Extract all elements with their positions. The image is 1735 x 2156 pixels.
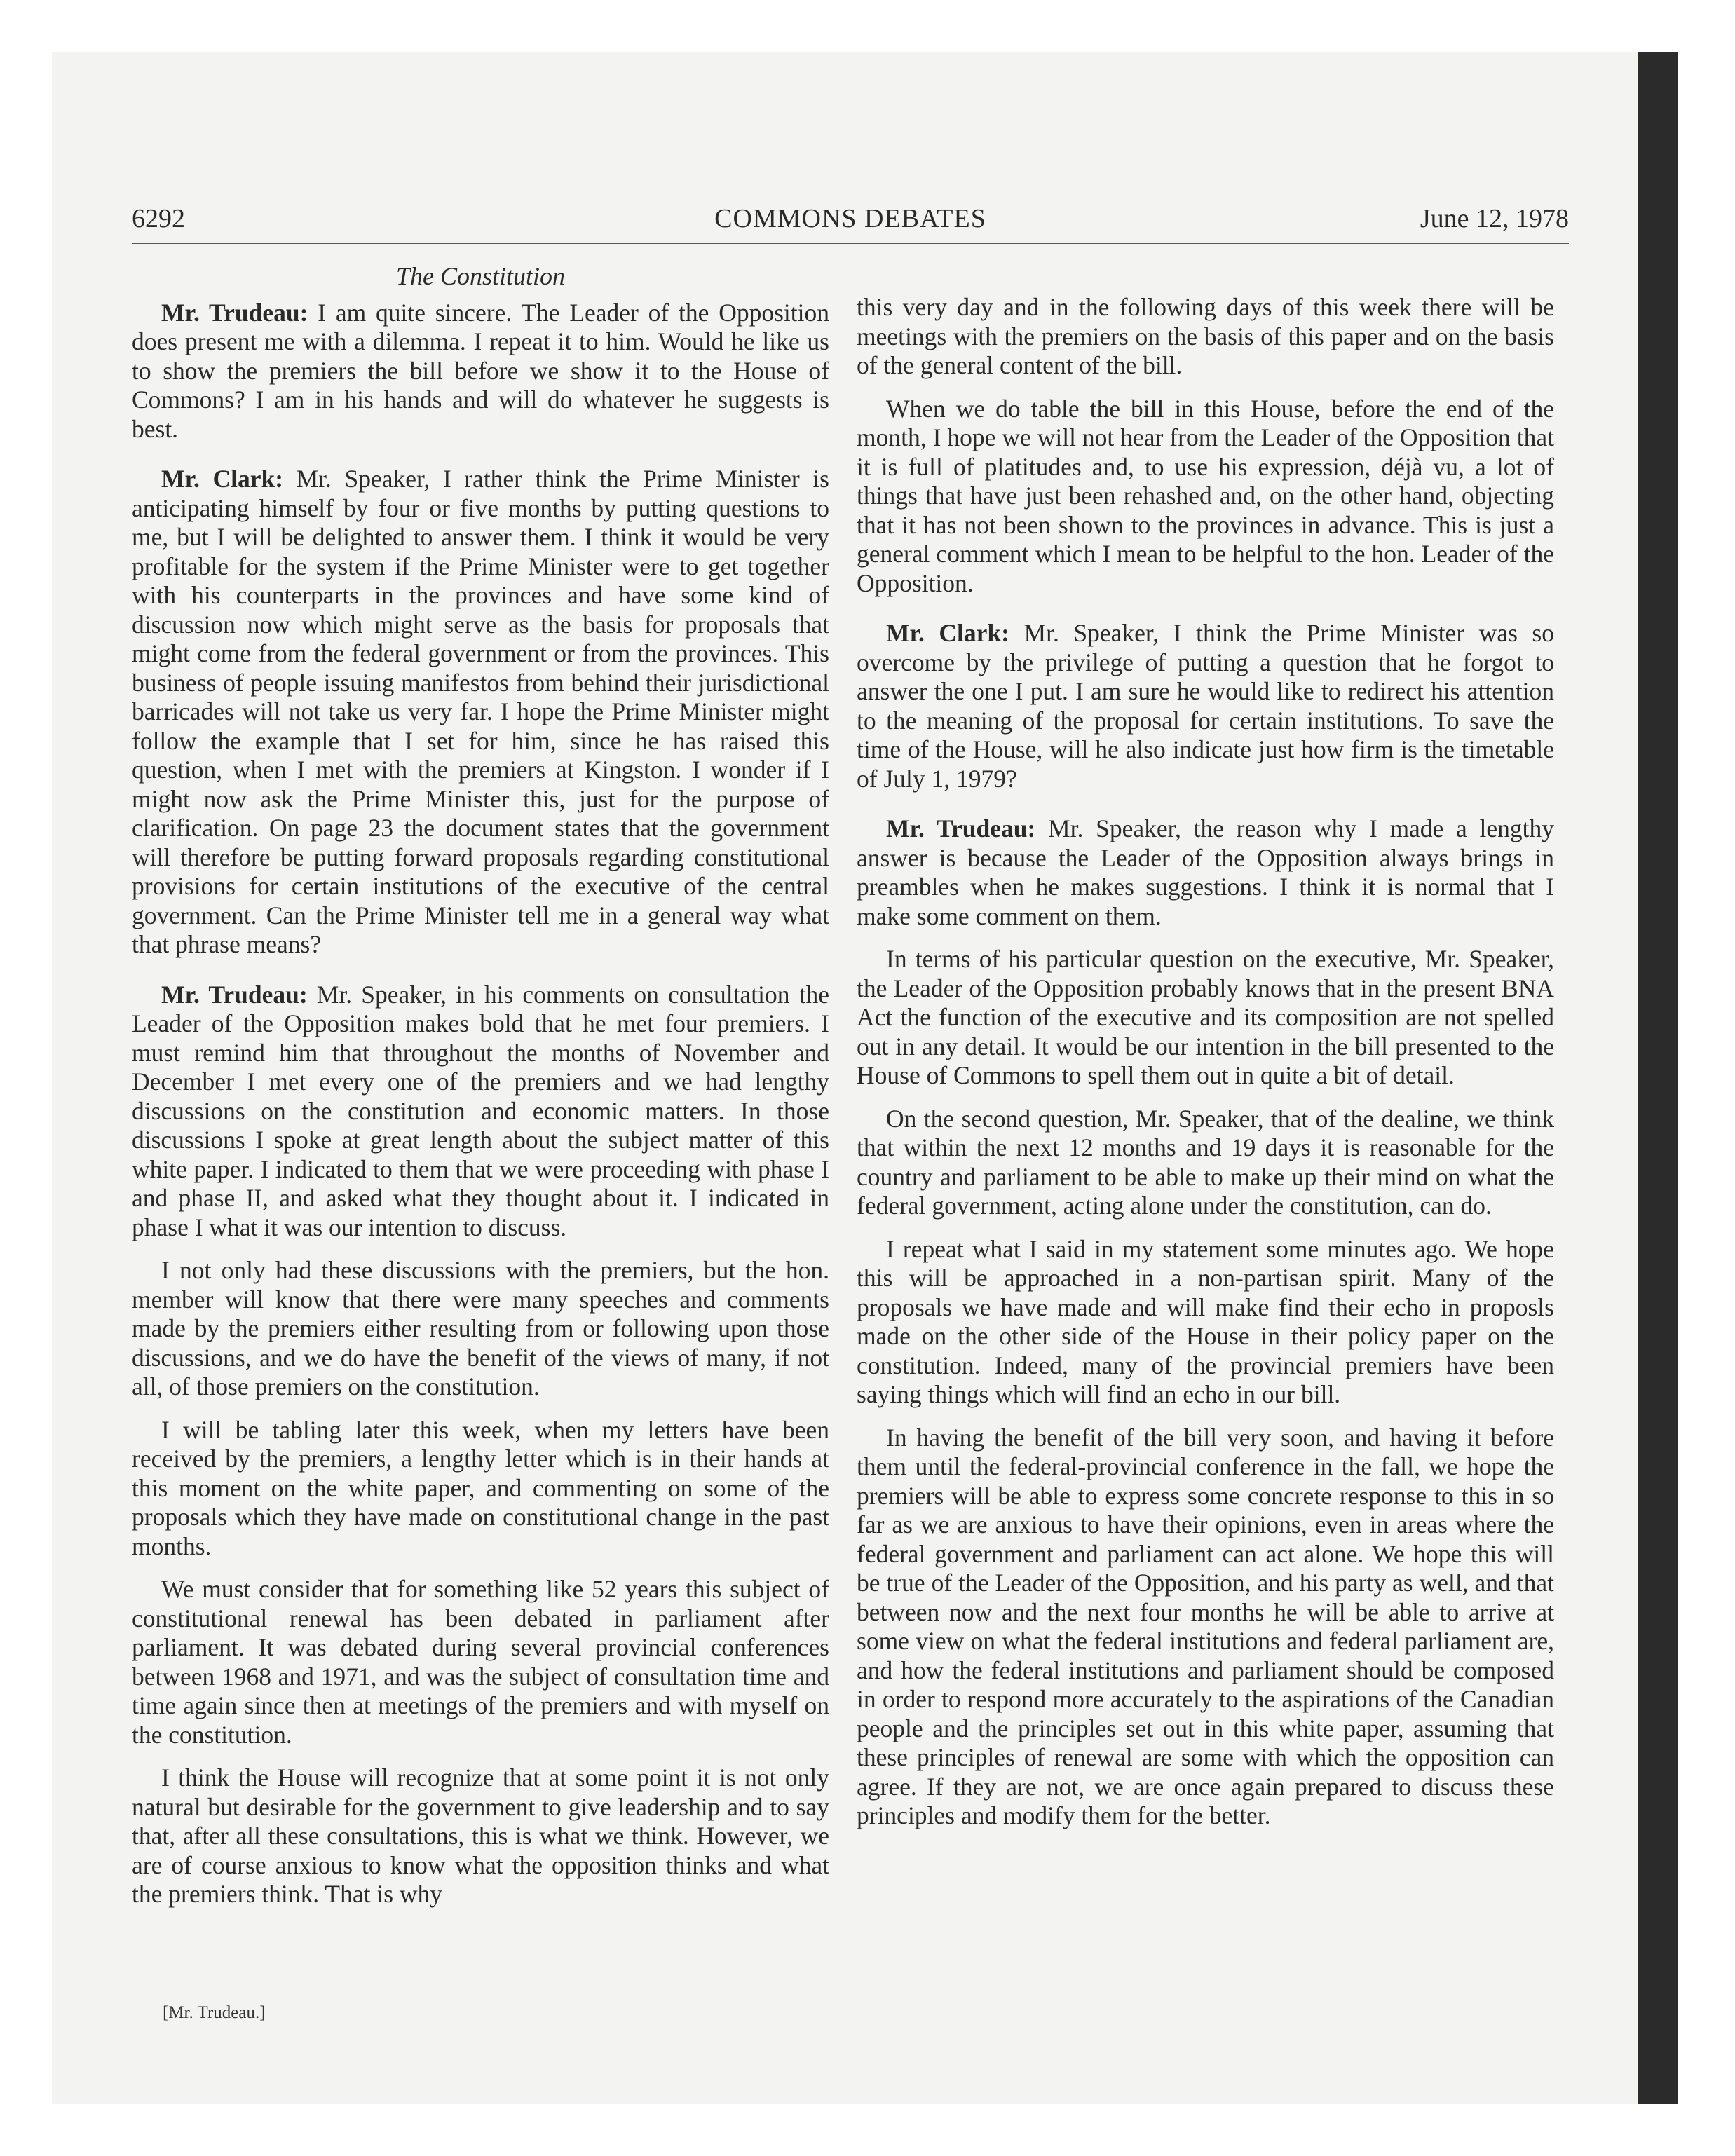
- paragraph: [132, 1575, 829, 1749]
- publication-date: June 12, 1978: [1420, 204, 1569, 233]
- right-column: [857, 293, 1554, 1845]
- paragraph: [132, 299, 829, 444]
- paragraph: [857, 1235, 1554, 1410]
- page-number: 6292: [132, 204, 185, 233]
- speaker-name: Mr. Trudeau:: [161, 980, 308, 1009]
- speaker-name: Mr. Clark:: [161, 465, 284, 493]
- paragraph-text: Mr. Speaker, in his comments on consultation the Leader of the Opposition makes bold that he met four premiers. I must remind him that throughout the months of November and December I met every one of the premiers and we had lengthy discussions on the constitution and economic matters. In those discussions I spoke at great length about the subject matter of this white paper. I indicated to them that we were proceeding with phase I and phase II, and asked what they thought about it. I indicated in phase I what it was our intention to discuss.: [132, 980, 829, 1241]
- section-title: The Constitution: [395, 262, 566, 290]
- scan-edge-shadow: [1638, 52, 1678, 2104]
- paragraph-text: I think the House will recognize that at some point it is not only natural but desirable for the government to give leadership and to say that, after all these consultations, this is what we think. However, we are of course anxious to know what the opposition thinks and what the premiers think. That is why: [132, 1763, 829, 1908]
- paragraph-text: Mr. Speaker, I think the Prime Minister was so overcome by the privilege of putting a question that he forgot to answer the one I put. I am sure he would like to redirect his attention to the meaning of the proposal for certain institutions. To save the time of the House, will he also indicate just how firm is the timetable of July 1, 1979?: [857, 619, 1554, 793]
- header-rule: [132, 243, 1569, 244]
- paragraph: [857, 293, 1554, 381]
- paragraph: [132, 1416, 829, 1562]
- paragraph-text: On the second question, Mr. Speaker, that of the dealine, we think that within the next 12 months and 19 days it is reasonable for the country and parliament to be able to make up their mind on what the federal government, acting alone under the constitution, can do.: [857, 1104, 1554, 1220]
- paragraph-text: I will be tabling later this week, when my letters have been received by the premiers, a lengthy letter which is in their hands at this moment on the white paper, and commenting on some of the proposals which they have made on constitutional change in the past months.: [132, 1415, 829, 1560]
- speaker-footnote: [Mr. Trudeau.]: [163, 2003, 266, 2022]
- paragraph-text: this very day and in the following days of this week there will be meetings with the premiers on the basis of this paper and on the basis of the general content of the bill.: [857, 293, 1554, 379]
- paragraph-text: I not only had these discussions with the premiers, but the hon. member will know that there were many speeches and comments made by the premiers either resulting from or following upon those discussions, and we do have the benefit of the views of many, if not all, of those premiers on the constitution.: [132, 1256, 829, 1400]
- paragraph: [857, 619, 1554, 793]
- publication-title: COMMONS DEBATES: [714, 204, 986, 233]
- paragraph-text: In terms of his particular question on the executive, Mr. Speaker, the Leader of the Opposition probably knows that in the present BNA Act the function of the executive and its composition are not spelled out in any detail. It would be our intention in the bill presented to the House of Commons to spell them out in quite a bit of detail.: [857, 945, 1554, 1089]
- paragraph: [132, 1256, 829, 1402]
- page-header: [132, 203, 1569, 243]
- paragraph: [857, 395, 1554, 599]
- paragraph: [132, 465, 829, 960]
- speaker-name: Mr. Trudeau:: [886, 814, 1036, 842]
- paragraph: [132, 1763, 829, 1909]
- paragraph: [132, 981, 829, 1243]
- paragraph-text: I am quite sincere. The Leader of the Opposition does present me with a dilemma. I repeat it to him. Would he like us to show the premiers the bill before we show it to the House of Commons? I am in his hands and will do whatever he suggests is best.: [132, 298, 829, 443]
- paragraph-text: We must consider that for something like 52 years this subject of constitutional renewal has been debated in parliament after parliament. It was debated during several provincial conferences between 1968 and 1971, and was the subject of consultation time and time again since then at meetings of the premiers and with myself on the constitution.: [132, 1575, 829, 1749]
- paragraph: [857, 945, 1554, 1091]
- speaker-name: Mr. Trudeau:: [161, 298, 308, 327]
- paragraph-text: In having the benefit of the bill very soon, and having it before them until the federal-provincial conference in the fall, we hope the premiers will be able to express some concrete response to this in so far as we are anxious to have their opinions, even in areas where the federal government and parliament can act alone. We hope this will be true of the Leader of the Opposition, and his party as well, and that between now and the next four months he will be able to arrive at some view on what the federal institutions and federal parliament are, and how the federal institutions and parliament should be composed in order to respond more accurately to the aspirations of the Canadian people and the principles set out in this white paper, assuming that these principles of renewal are some with which the opposition can agree. If they are not, we are once again prepared to discuss these principles and modify them for the better.: [857, 1423, 1554, 1829]
- paragraph-text: When we do table the bill in this House, before the end of the month, I hope we will not hear from the Leader of the Opposition that it is full of platitudes and, to use his expression, déjà vu, a lot of things that have just been rehashed and, on the other hand, objecting that it has not been shown to the provinces in advance. This is just a general comment which I mean to be helpful to the hon. Leader of the Opposition.: [857, 394, 1554, 597]
- paragraph: [857, 1105, 1554, 1221]
- paragraph-text: Mr. Speaker, the reason why I made a lengthy answer is because the Leader of the Opposition always brings in preambles when he makes suggestions. I think it is normal that I make some comment on them.: [857, 814, 1554, 930]
- paragraph: [857, 1424, 1554, 1831]
- paragraph-text: Mr. Speaker, I rather think the Prime Minister is anticipating himself by four or five months by putting questions to me, but I will be delighted to answer them. I think it would be very profitable for the system if the Prime Minister were to get together with his counterparts in the provinces and have some kind of discussion now which might serve as the basis for proposals that might come from the federal government or from the provinces. This business of people issuing manifestos from behind their jurisdictional barricades will not take us very far. I hope the Prime Minister might follow the example that I set for him, since he has raised this question, when I met with the premiers at Kingston. I wonder if I might now ask the Prime Minister this, just for the purpose of clarification. On page 23 the document states that the government will therefore be putting forward proposals regarding constitutional provisions for certain institutions of the executive of the central government. Can the Prime Minister tell me in a general way what that phrase means?: [132, 465, 829, 958]
- paragraph-text: I repeat what I said in my statement some minutes ago. We hope this will be approached in a non-partisan spirit. Many of the proposals we have made and will make find their echo in proposls made on the other side of the House in their policy paper on the constitution. Indeed, many of the provincial premiers have been saying things which will find an echo in our bill.: [857, 1234, 1554, 1408]
- paragraph: [857, 814, 1554, 931]
- speaker-name: Mr. Clark:: [886, 619, 1009, 647]
- left-column: [132, 262, 829, 1923]
